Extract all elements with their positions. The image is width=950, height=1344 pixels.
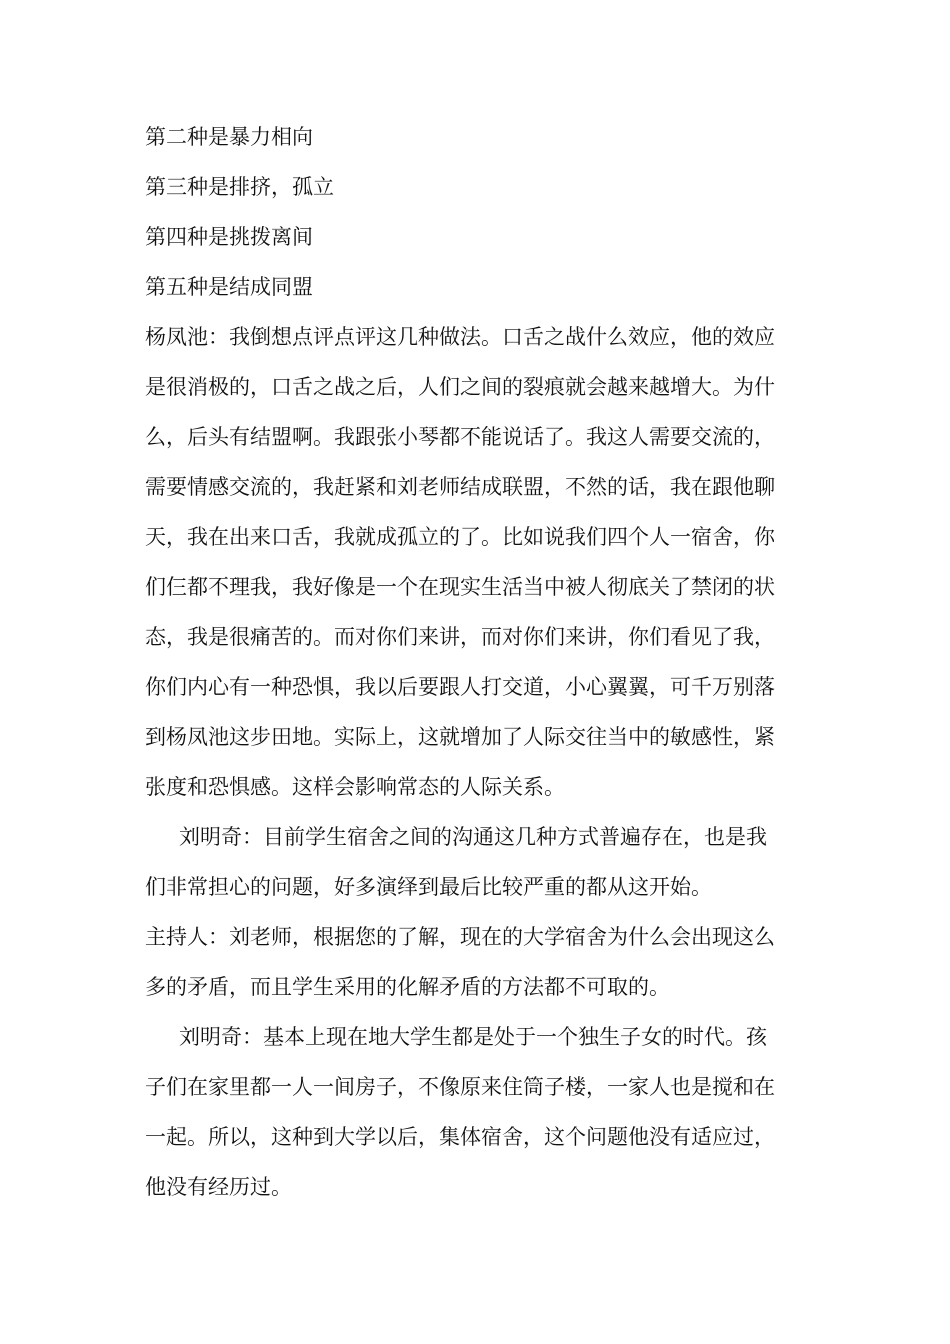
text-line: 第二种是暴力相向 — [145, 125, 313, 149]
text-line: 第五种是结成同盟 — [145, 275, 313, 299]
text-line: 刘明奇：目前学生宿舍之间的沟通这几种方式普遍存在，也是我 — [179, 825, 767, 849]
text-line: 张度和恐惧感。这样会影响常态的人际关系。 — [145, 775, 565, 799]
text-line: 是很消极的，口舌之战之后，人们之间的裂痕就会越来越增大。为什 — [145, 375, 775, 399]
text-line: 第三种是排挤，孤立 — [145, 175, 334, 199]
text-line: 天，我在出来口舌，我就成孤立的了。比如说我们四个人一宿舍，你 — [145, 525, 775, 549]
text-line: 么，后头有结盟啊。我跟张小琴都不能说话了。我这人需要交流的， — [145, 425, 775, 449]
text-line: 多的矛盾，而且学生采用的化解矛盾的方法都不可取的。 — [145, 975, 670, 999]
text-line: 们仨都不理我，我好像是一个在现实生活当中被人彻底关了禁闭的状 — [145, 575, 775, 599]
text-line: 需要情感交流的，我赶紧和刘老师结成联盟，不然的话，我在跟他聊 — [145, 475, 775, 499]
text-line: 他没有经历过。 — [145, 1175, 292, 1199]
text-line: 到杨凤池这步田地。实际上，这就增加了人际交往当中的敏感性，紧 — [145, 725, 775, 749]
text-line: 态，我是很痛苦的。而对你们来讲，而对你们来讲，你们看见了我， — [145, 625, 775, 649]
text-line: 们非常担心的问题，好多演绎到最后比较严重的都从这开始。 — [145, 875, 712, 899]
document-body — [145, 117, 810, 1217]
text-line: 刘明奇：基本上现在地大学生都是处于一个独生子女的时代。孩 — [179, 1025, 767, 1049]
text-line: 一起。所以，这种到大学以后，集体宿舍，这个问题他没有适应过， — [145, 1125, 775, 1149]
text-line: 你们内心有一种恐惧，我以后要跟人打交道，小心翼翼，可千万别落 — [145, 675, 775, 699]
text-line: 第四种是挑拨离间 — [145, 225, 313, 249]
text-line: 杨凤池：我倒想点评点评这几种做法。口舌之战什么效应，他的效应 — [145, 325, 775, 349]
text-line: 主持人：刘老师，根据您的了解，现在的大学宿舍为什么会出现这么 — [145, 925, 775, 949]
text-line: 子们在家里都一人一间房子，不像原来住筒子楼，一家人也是搅和在 — [145, 1075, 775, 1099]
